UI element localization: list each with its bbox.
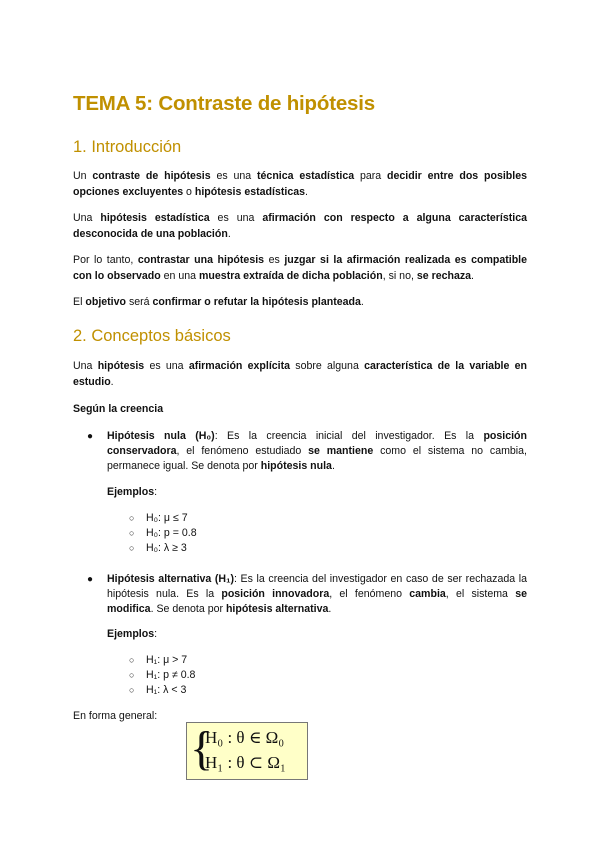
circle-bullet-icon: ○ — [129, 543, 135, 553]
list-item: ○ H₀: p = 0.8 — [129, 527, 197, 539]
hypothesis-formula-box — [186, 722, 308, 780]
alternative-examples-label: Ejemplos: — [107, 628, 158, 640]
circle-bullet-icon: ○ — [129, 670, 135, 680]
paragraph-concepts-1: Una hipótesis es una afirmación explícita sobre alguna característica de la variable en estudio. — [73, 360, 527, 388]
paragraph-intro-1: Un contraste de hipótesis es una técnica estadística para decidir entre dos posibles opciones excluyentes o hipótesis estadísticas. — [73, 170, 527, 198]
circle-bullet-icon: ○ — [129, 528, 135, 538]
paragraph-intro-2: Una hipótesis estadística es una afirmación con respecto a alguna característica desconocida de una población. — [73, 212, 527, 240]
list-item: ○ H₀: μ ≤ 7 — [129, 512, 188, 524]
formula-alternative: H₁ : θ ⊂ Ω₁ — [205, 753, 286, 772]
list-item: ○ H₁: p ≠ 0.8 — [129, 669, 196, 681]
list-item: ○ H₁: λ < 3 — [129, 684, 187, 696]
section-heading-introduction: 1. Introducción — [73, 138, 182, 156]
null-hypothesis-text: Hipótesis nula (H₀): Es la creencia inicial del investigador. Es la posición conservadora, el fenómeno estudiado se mantiene como el sistema no cambia, permanece igual. Se denota por hipótesis nula. — [107, 430, 527, 472]
alternative-hypothesis-item — [87, 572, 527, 617]
bullet-icon: ● — [87, 574, 94, 585]
belief-subheading: Según la creencia — [73, 403, 164, 415]
circle-bullet-icon: ○ — [129, 513, 135, 523]
page-title: TEMA 5: Contraste de hipótesis — [73, 92, 375, 115]
list-item: ○ H₀: λ ≥ 3 — [129, 542, 187, 554]
circle-bullet-icon: ○ — [129, 685, 135, 695]
alternative-hypothesis-text: Hipótesis alternativa (H₁): Es la creencia del investigador en caso de ser rechazada la hipótesis nula. Es la posición innovadora, el fenómeno cambia, el sistema se modifica. Se denota por hipótesis alternativa. — [107, 573, 527, 615]
null-examples-list — [129, 511, 197, 556]
list-item: ○ H₁: μ > 7 — [129, 654, 188, 666]
null-examples-label: Ejemplos: — [107, 486, 158, 498]
paragraph-intro-3: Por lo tanto, contrastar una hipótesis es juzgar si la afirmación realizada es compatible con lo observado en una muestra extraída de dicha población, si no, se rechaza. — [73, 254, 528, 282]
paragraph-intro-4: El objetivo será confirmar o refutar la hipótesis planteada. — [73, 296, 364, 308]
formula-null: H₀ : θ ∈ Ω₀ — [205, 728, 285, 747]
left-brace-icon: { — [190, 722, 214, 775]
bullet-icon: ● — [87, 431, 94, 442]
section-heading-basic-concepts: 2. Conceptos básicos — [73, 327, 231, 345]
null-hypothesis-item — [87, 429, 527, 474]
general-form-label: En forma general: — [73, 710, 158, 722]
alternative-examples-list — [129, 653, 195, 698]
circle-bullet-icon: ○ — [129, 655, 135, 665]
